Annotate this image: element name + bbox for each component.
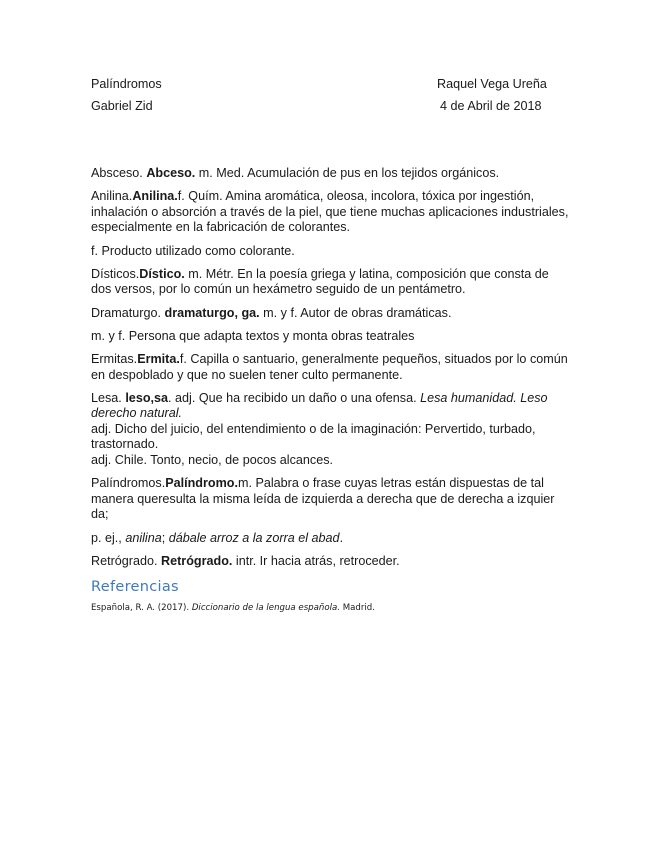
entry-example: Lesa humanidad. Leso derecho natural. <box>91 390 548 421</box>
header-date: 4 de Abril de 2018 <box>440 99 542 113</box>
example-lead: p. ej., <box>91 530 126 545</box>
entry-definition: f. Quím. Amina aromática, oleosa, incolora, tóxica por ingestión, inhalación o absorción a través de la piel, que tiene muchas aplicaciones industriales, especialmente en la fabricación de colorantes. <box>91 189 569 235</box>
entry-ermitas <box>91 352 569 383</box>
entry-term: Palíndromos. <box>91 476 166 491</box>
entry-term: Dramaturgo. <box>91 305 165 320</box>
entry-term: Lesa. <box>91 390 126 405</box>
header-author: Gabriel Zid <box>91 99 153 113</box>
entry-definition: m. Palabra o frase cuyas letras están dispuestas de tal manera queresulta la misma leída de izquierda a derecha que de derecha a izquier da; <box>91 476 555 522</box>
entry-headword: Dístico. <box>139 266 185 281</box>
header-title: Palíndromos <box>91 77 162 91</box>
reference-author: Española, R. A. (2017). <box>91 603 192 613</box>
header-left <box>91 76 162 120</box>
entry-lesa-line3: adj. Chile. Tonto, necio, de pocos alcances. <box>91 453 333 468</box>
glossary <box>91 166 569 577</box>
entry-definition: intr. Ir hacia atrás, retroceder. <box>232 553 400 568</box>
entry-absceso <box>91 166 569 182</box>
example-word: anilina <box>125 530 162 545</box>
entry-retrogrado <box>91 554 569 570</box>
entry-term: Absceso. <box>91 166 147 180</box>
entry-headword: dramaturgo, ga. <box>164 305 260 320</box>
entry-headword: leso,sa <box>125 390 169 405</box>
entry-term: Ermitas. <box>91 351 138 366</box>
entry-headword: Palíndromo. <box>165 476 238 491</box>
entry-term: Anilina. <box>91 189 133 204</box>
entry-ejemplo <box>91 531 569 547</box>
entry-definition: m. y f. Autor de obras dramáticas. <box>259 305 452 320</box>
entry-lesa-line1 <box>91 391 569 422</box>
entry-palindromos <box>91 476 569 523</box>
example-separator: ; <box>161 530 169 545</box>
entry-definition: m. Métr. En la poesía griega y latina, composición que consta de dos versos, por lo común un hexámetro seguido de un pentámetro. <box>91 266 549 297</box>
entry-headword: Anilina. <box>132 189 178 204</box>
reference-title: Diccionario de la lengua española. <box>191 603 340 613</box>
entry-definition: f. Capilla o santuario, generalmente pequeños, situados por lo común en despoblado y que no suelen tener culto permanente. <box>91 351 568 382</box>
example-end: . <box>339 530 344 545</box>
entry-headword: Retrógrado. <box>161 553 233 568</box>
entry-dramaturgo <box>91 306 569 322</box>
entry-headword: Ermita. <box>137 351 180 366</box>
entry-definition: m. Med. Acumulación de pus en los tejidos orgánicos. <box>195 166 500 180</box>
entry-disticos <box>91 267 569 298</box>
entry-anilina-2: f. Producto utilizado como colorante. <box>91 243 295 258</box>
entry-definition: . adj. Que ha recibido un daño o una ofensa. <box>168 390 421 405</box>
entry-anilina <box>91 189 569 236</box>
entry-lesa <box>91 391 569 469</box>
header-right <box>437 76 547 120</box>
entry-dramaturgo-2: m. y f. Persona que adapta textos y monta obras teatrales <box>91 328 415 343</box>
reference-entry <box>91 603 375 613</box>
references-heading: Referencias <box>91 579 179 595</box>
entry-term: Dísticos. <box>91 266 140 281</box>
entry-term: Retrógrado. <box>91 553 162 568</box>
reference-place: Madrid. <box>340 603 375 613</box>
header-student: Raquel Vega Ureña <box>437 77 547 91</box>
example-phrase: dábale arroz a la zorra el abad <box>168 530 340 545</box>
entry-headword: Abceso. <box>146 166 196 180</box>
entry-lesa-line2: adj. Dicho del juicio, del entendimiento o de la imaginación: Pervertido, turbado, trastornado. <box>91 421 536 452</box>
